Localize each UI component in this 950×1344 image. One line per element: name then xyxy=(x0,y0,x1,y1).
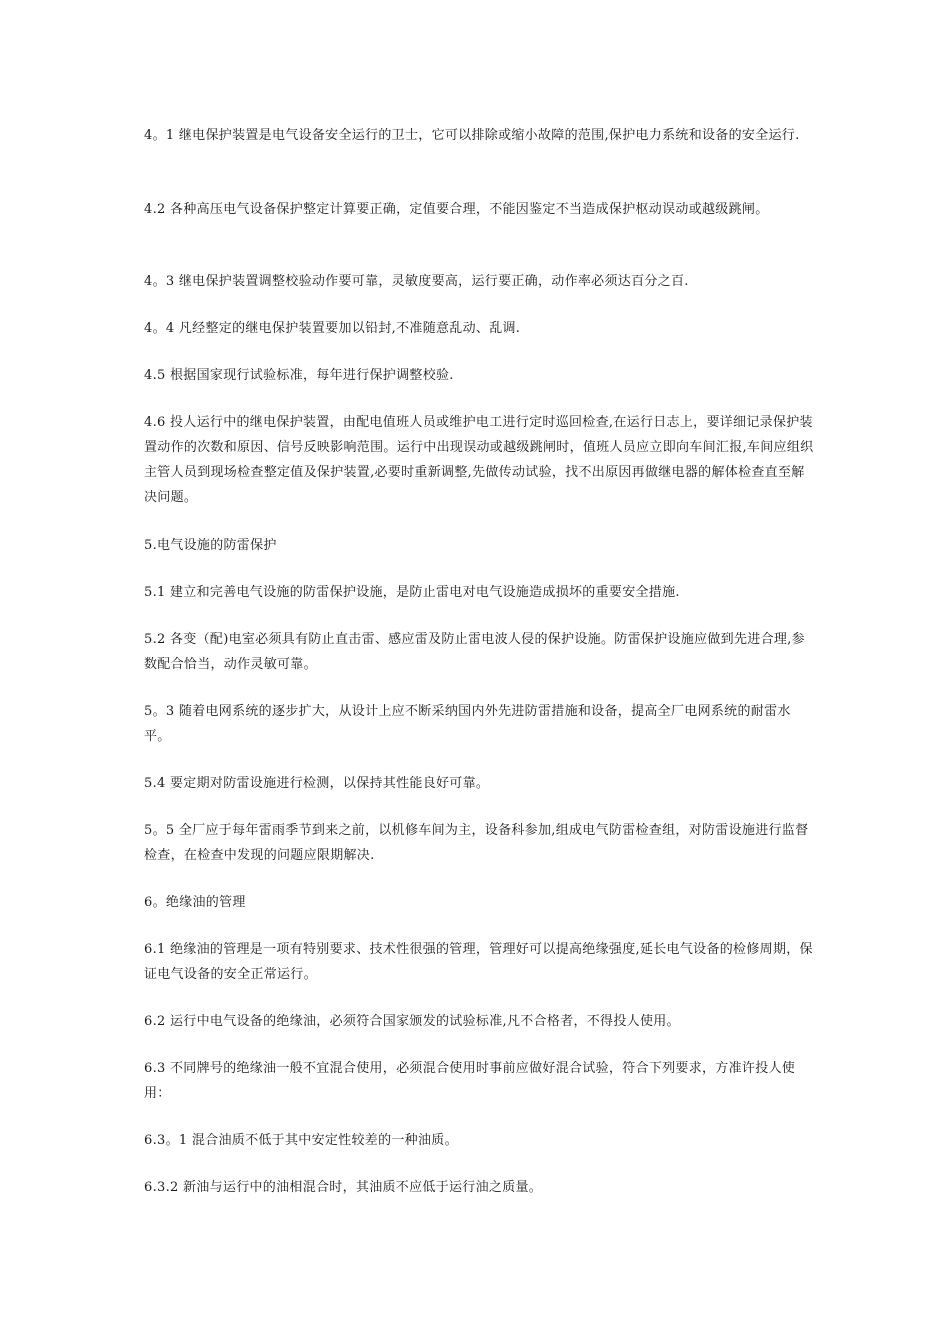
paragraph-5-3: 5。3 随着电网系统的逐步扩大，从设计上应不断采纳国内外先进防雷措施和设备，提高全厂电网系统的耐雷水平。 xyxy=(144,704,791,744)
paragraph-5-1: 5.1 建立和完善电气设施的防雷保护设施，是防止雷电对电气设施造成损坏的重要安全措施. xyxy=(144,585,680,600)
paragraph-4-6: 4.6 投人运行中的继电保护装置，由配电值班人员或维护电工进行定时巡回检查,在运行日志上，要详细记录保护装置动作的次数和原因、信号反映影响范围。运行中出现误动或越级跳闸时，值班人员应立即向车间汇报,车间应组织主管人员到现场检查整定值及保护装置,必要时重新调整,先做传动试验，找不出原因再做继电器的解体检查直至解决问题。 xyxy=(144,415,814,505)
section-heading-6: 6。绝缘油的管理 xyxy=(144,895,246,910)
paragraph-6-3-2: 6.3.2 新油与运行中的油相混合时，其油质不应低于运行油之质量。 xyxy=(144,1180,543,1195)
paragraph-5-2: 5.2 各变（配)电室必须具有防止直击雷、感应雷及防止雷电波人侵的保护设施。防雷保护设施应做到先进合理,参数配合恰当，动作灵敏可靠。 xyxy=(144,632,805,672)
paragraph-5-4: 5.4 要定期对防雷设施进行检测，以保持其性能良好可靠。 xyxy=(144,776,490,791)
paragraph-6-3-1: 6.3。1 混合油质不低于其中安定性较差的一种油质。 xyxy=(144,1133,458,1148)
paragraph-6-1: 6.1 绝缘油的管理是一项有特别要求、技术性很强的管理，管理好可以提高绝缘强度,延长电气设备的检修周期，保证电气设备的安全正常运行。 xyxy=(144,942,813,982)
paragraph-5-5: 5。5 全厂应于每年雷雨季节到来之前，以机修车间为主，设备科参加,组成电气防雷检查组，对防雷设施进行监督检查，在检查中发现的问题应限期解决. xyxy=(144,823,809,863)
paragraph-4-5: 4.5 根据国家现行试验标准，每年进行保护调整校验. xyxy=(144,368,454,383)
paragraph-6-2: 6.2 运行中电气设备的绝缘油，必须符合国家颁发的试验标准,凡不合格者，不得投人使用。 xyxy=(144,1014,680,1029)
section-heading-5: 5.电气设施的防雷保护 xyxy=(144,538,277,553)
paragraph-6-3: 6.3 不同牌号的绝缘油一般不宜混合使用，必须混合使用时事前应做好混合试验，符合下列要求，方准许投人使用： xyxy=(144,1061,796,1101)
paragraph-4-4: 4。4 凡经整定的继电保护装置要加以铅封,不准随意乱动、乱调. xyxy=(144,321,521,336)
paragraph-4-3: 4。3 继电保护装置调整校验动作要可靠，灵敏度要高，运行要正确，动作率必须达百分之百. xyxy=(144,274,689,289)
paragraph-4-2: 4.2 各种高压电气设备保护整定计算要正确，定值要合理，不能因鉴定不当造成保护枢动误动或越级跳闸。 xyxy=(144,202,769,217)
paragraph-4-1: 4。1 继电保护装置是电气设备安全运行的卫士，它可以排除或缩小故障的范围,保护电力系统和设备的安全运行. xyxy=(144,128,800,143)
